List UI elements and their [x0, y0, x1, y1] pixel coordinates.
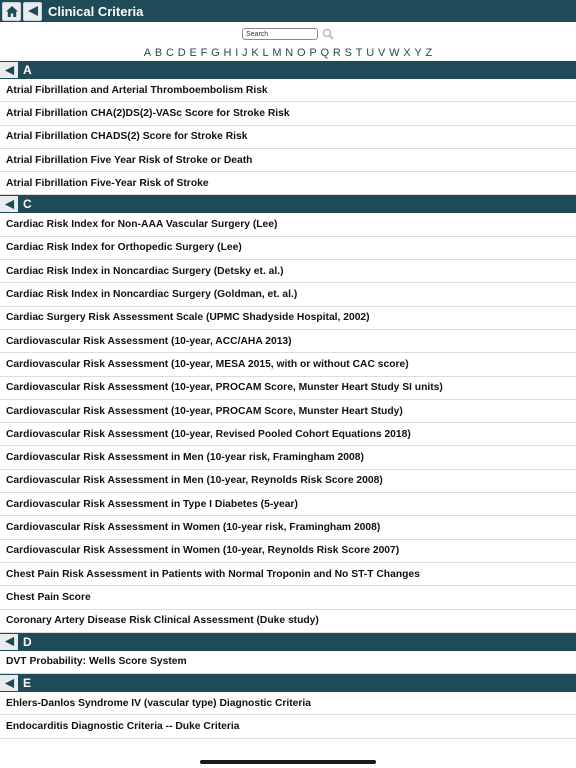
alpha-index-p[interactable]: P: [309, 46, 317, 59]
section-letter: C: [23, 197, 32, 212]
section-letter: E: [23, 676, 32, 691]
section-back-button[interactable]: [0, 675, 18, 691]
back-arrow-icon: [4, 636, 15, 647]
criteria-list: [0, 61, 576, 739]
list-item[interactable]: Atrial Fibrillation and Arterial Thromboembolism Risk: [0, 79, 576, 102]
back-arrow-icon: [4, 65, 15, 76]
back-arrow-icon: [4, 678, 15, 689]
alpha-index-d[interactable]: D: [177, 46, 186, 59]
alpha-index-o[interactable]: O: [297, 46, 306, 59]
list-item[interactable]: Atrial Fibrillation Five-Year Risk of Stroke: [0, 172, 576, 195]
home-indicator: [200, 760, 376, 764]
list-item[interactable]: Cardiovascular Risk Assessment in Women (10-year risk, Framingham 2008): [0, 516, 576, 539]
list-item[interactable]: DVT Probability: Wells Score System: [0, 651, 576, 674]
home-button[interactable]: [2, 2, 21, 21]
section-header-a: [0, 61, 576, 79]
alpha-index-j[interactable]: J: [242, 46, 248, 59]
alpha-index-k[interactable]: K: [251, 46, 259, 59]
search-icon: [322, 28, 334, 40]
alpha-index-s[interactable]: S: [344, 46, 352, 59]
back-button[interactable]: [23, 2, 42, 21]
list-item[interactable]: Cardiovascular Risk Assessment in Women (10-year, Reynolds Risk Score 2007): [0, 540, 576, 563]
list-item[interactable]: Endocarditis Diagnostic Criteria -- Duke Criteria: [0, 715, 576, 738]
alpha-index-u[interactable]: U: [366, 46, 375, 59]
top-bar: [0, 0, 576, 22]
alpha-index-h[interactable]: H: [223, 46, 232, 59]
alpha-index-n[interactable]: N: [285, 46, 294, 59]
alpha-index-r[interactable]: R: [332, 46, 341, 59]
alpha-index-i[interactable]: I: [235, 46, 239, 59]
alpha-index-l[interactable]: L: [262, 46, 269, 59]
search-button[interactable]: [322, 28, 334, 40]
alpha-index-a[interactable]: A: [143, 46, 152, 59]
section-header-e: [0, 674, 576, 692]
alpha-index-w[interactable]: W: [389, 46, 400, 59]
section-back-button[interactable]: [0, 634, 18, 650]
list-item[interactable]: Cardiac Risk Index for Non-AAA Vascular Surgery (Lee): [0, 213, 576, 236]
list-item[interactable]: Cardiac Risk Index in Noncardiac Surgery (Goldman, et. al.): [0, 283, 576, 306]
alpha-index-t[interactable]: T: [355, 46, 363, 59]
list-item[interactable]: Cardiovascular Risk Assessment in Men (10-year, Reynolds Risk Score 2008): [0, 470, 576, 493]
list-item[interactable]: Atrial Fibrillation Five Year Risk of Stroke or Death: [0, 149, 576, 172]
list-item[interactable]: Cardiovascular Risk Assessment (10-year, MESA 2015, with or without CAC score): [0, 353, 576, 376]
list-item[interactable]: Cardiac Surgery Risk Assessment Scale (UPMC Shadyside Hospital, 2002): [0, 307, 576, 330]
section-header-d: [0, 633, 576, 651]
alpha-index-q[interactable]: Q: [320, 46, 330, 59]
list-item[interactable]: Coronary Artery Disease Risk Clinical Assessment (Duke study): [0, 610, 576, 633]
list-item[interactable]: Atrial Fibrillation CHADS(2) Score for Stroke Risk: [0, 126, 576, 149]
back-arrow-icon: [27, 5, 39, 17]
alpha-index-c[interactable]: C: [166, 46, 174, 59]
page-title: Clinical Criteria: [48, 3, 144, 19]
list-item[interactable]: Cardiovascular Risk Assessment (10-year, ACC/AHA 2013): [0, 330, 576, 353]
list-item[interactable]: Cardiovascular Risk Assessment in Type I Diabetes (5-year): [0, 493, 576, 516]
list-item[interactable]: Cardiovascular Risk Assessment (10-year, PROCAM Score, Munster Heart Study SI units): [0, 377, 576, 400]
search-input[interactable]: Search: [242, 28, 318, 40]
back-arrow-icon: [4, 199, 15, 210]
home-icon: [5, 5, 19, 18]
list-item[interactable]: Atrial Fibrillation CHA(2)DS(2)-VASc Score for Stroke Risk: [0, 102, 576, 125]
list-item[interactable]: Cardiovascular Risk Assessment in Men (10-year risk, Framingham 2008): [0, 446, 576, 469]
alpha-index-m[interactable]: M: [272, 46, 282, 59]
list-item[interactable]: Chest Pain Score: [0, 586, 576, 609]
section-back-button[interactable]: [0, 62, 18, 78]
section-back-button[interactable]: [0, 196, 18, 212]
list-item[interactable]: Cardiac Risk Index in Noncardiac Surgery (Detsky et. al.): [0, 260, 576, 283]
section-letter: D: [23, 634, 32, 649]
alpha-index-v[interactable]: V: [377, 46, 386, 59]
alpha-index-b[interactable]: B: [154, 46, 163, 59]
alphabet-index: [0, 44, 576, 61]
alpha-index-x[interactable]: X: [403, 46, 411, 59]
alpha-index-z[interactable]: Z: [425, 46, 433, 59]
section-letter: A: [23, 63, 32, 77]
search-row: [0, 24, 576, 44]
alpha-index-y[interactable]: Y: [414, 46, 422, 59]
section-header-c: [0, 195, 576, 213]
list-item[interactable]: Cardiovascular Risk Assessment (10-year, PROCAM Score, Munster Heart Study): [0, 400, 576, 423]
alpha-index-e[interactable]: E: [189, 46, 197, 59]
list-item[interactable]: Cardiovascular Risk Assessment (10-year, Revised Pooled Cohort Equations 2018): [0, 423, 576, 446]
list-item[interactable]: Cardiac Risk Index for Orthopedic Surgery (Lee): [0, 237, 576, 260]
alpha-index-f[interactable]: F: [200, 46, 208, 59]
list-item[interactable]: Ehlers-Danlos Syndrome IV (vascular type) Diagnostic Criteria: [0, 692, 576, 715]
alpha-index-g[interactable]: G: [211, 46, 220, 59]
list-item[interactable]: Chest Pain Risk Assessment in Patients with Normal Troponin and No ST-T Changes: [0, 563, 576, 586]
